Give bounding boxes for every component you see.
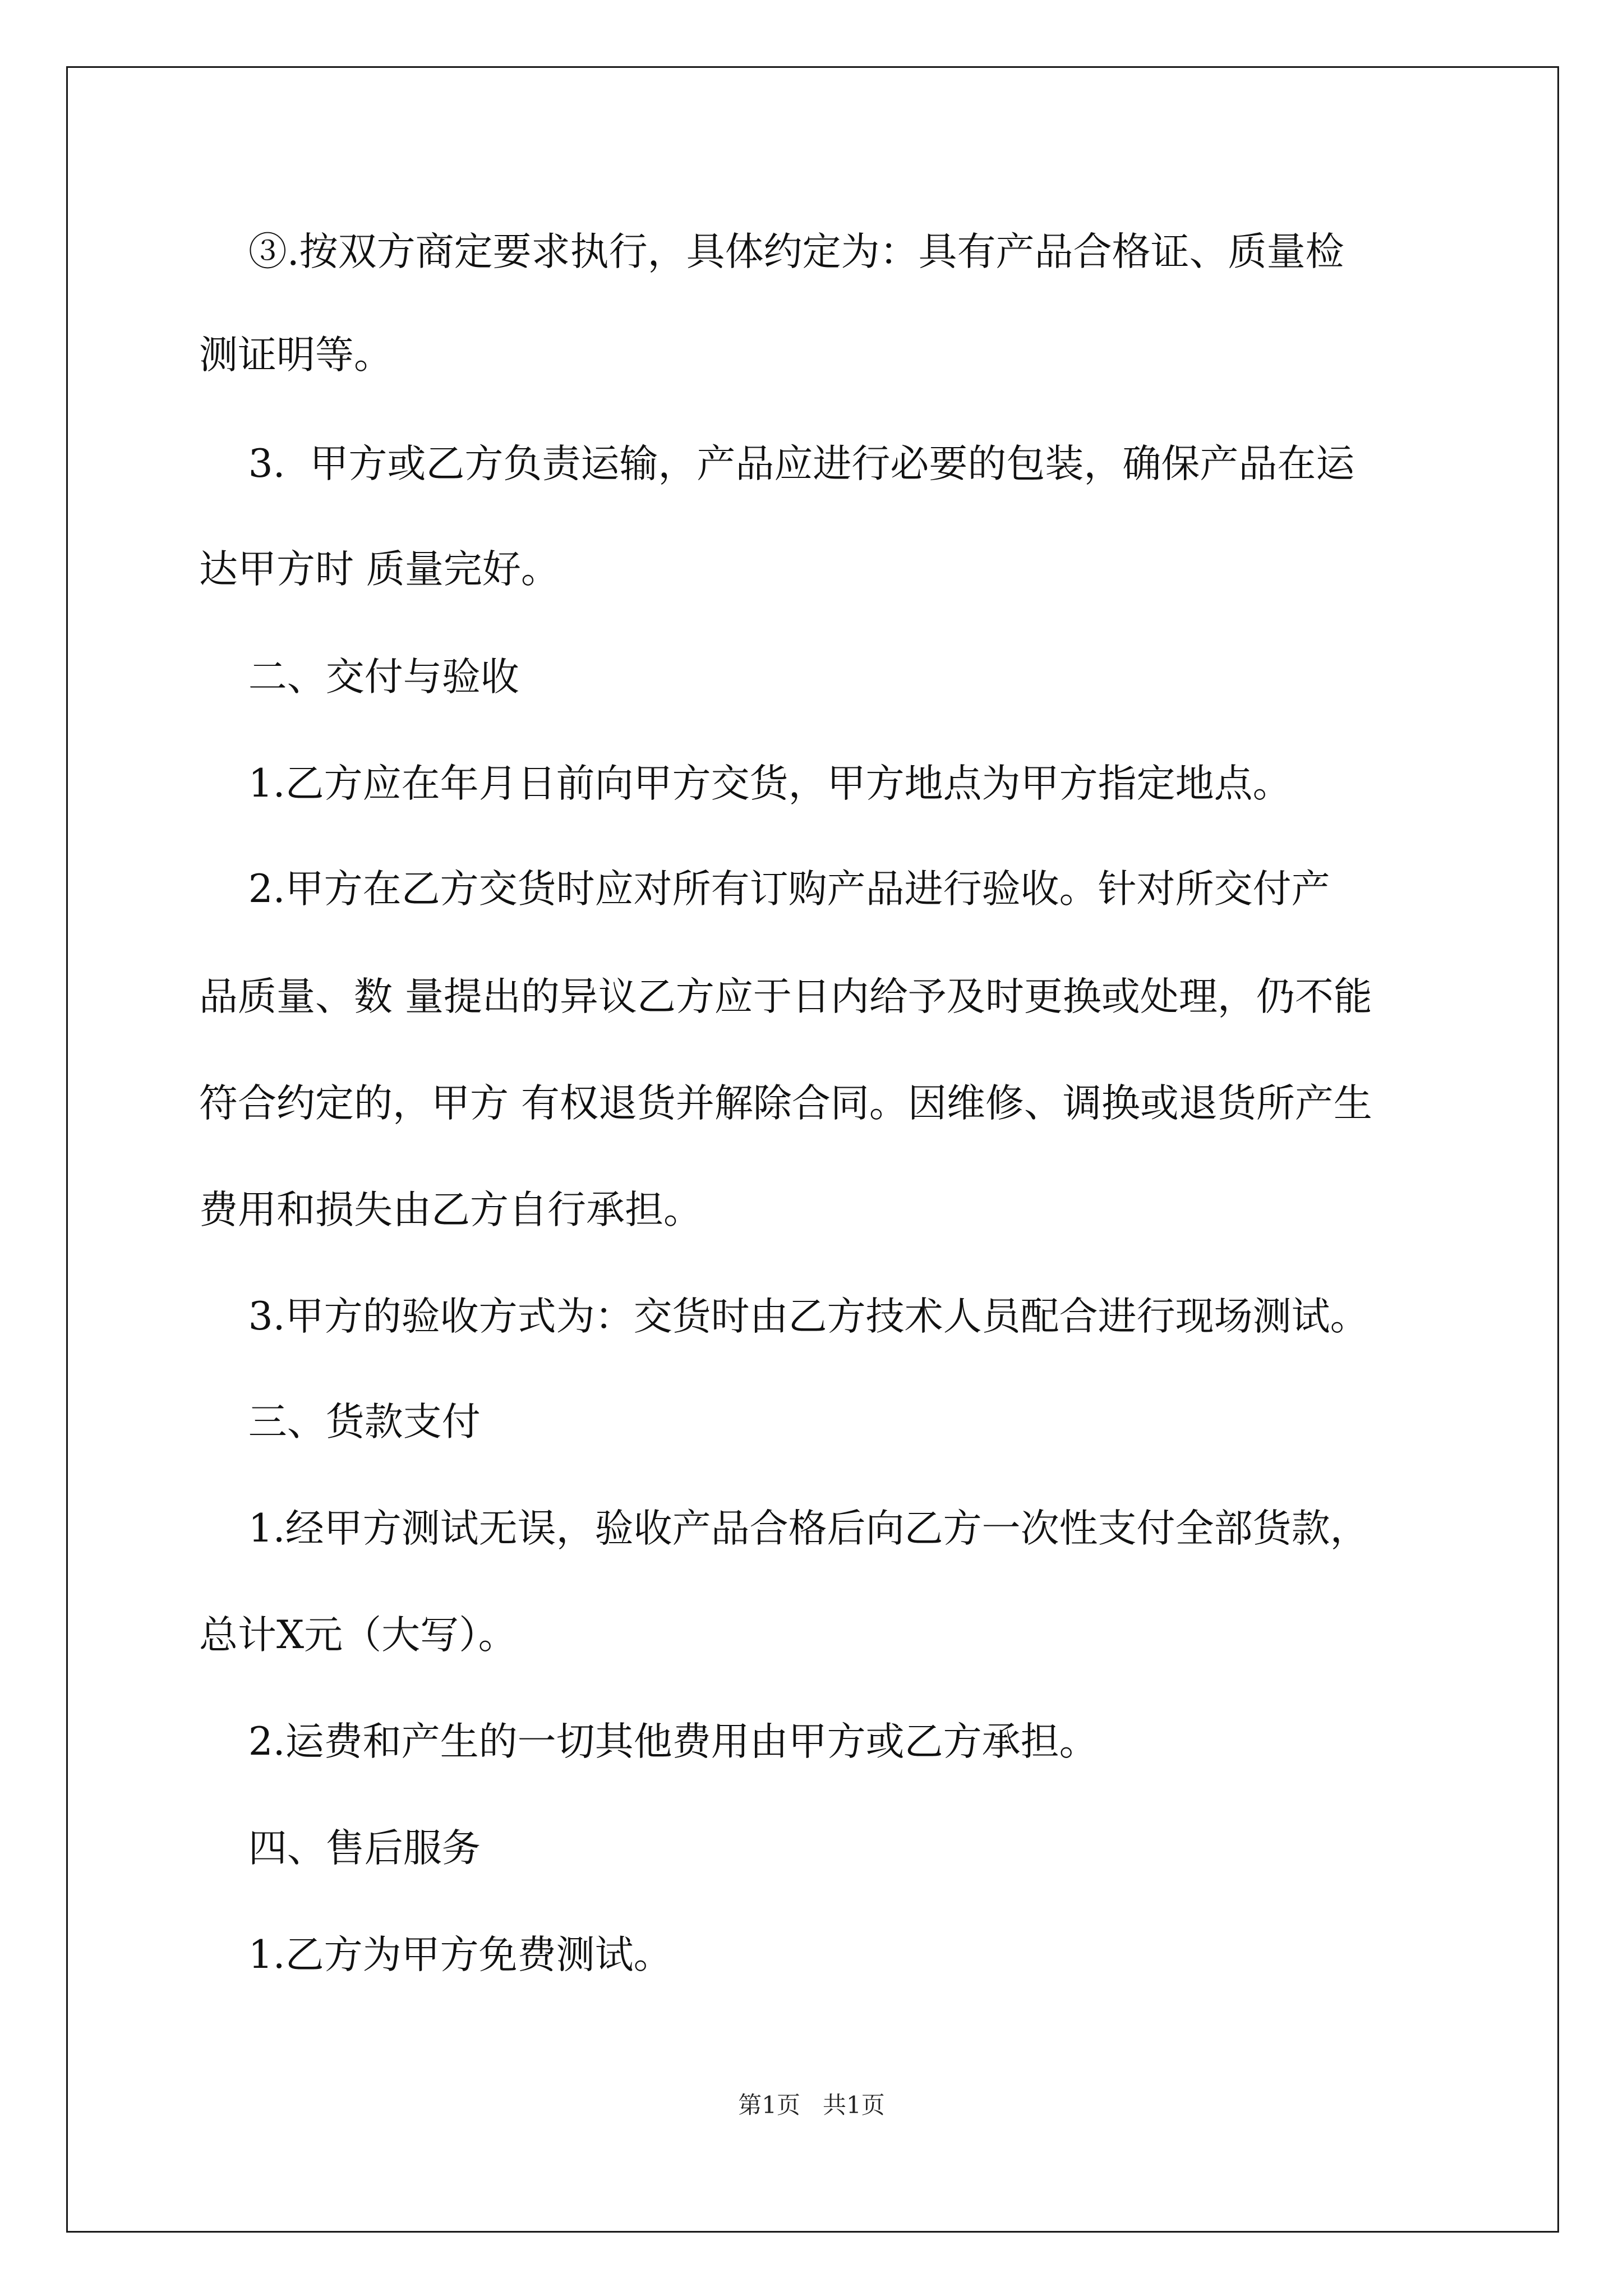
paragraph-line: 1.经甲方测试无误，验收产品合格后向乙方一次性支付全部货款， xyxy=(199,1506,1369,1551)
paragraph-line: 达甲方时 质量完好。 xyxy=(199,547,560,592)
paragraph-line: 测证明等。 xyxy=(199,333,393,378)
paragraph-line: 2.甲方在乙方交货时应对所有订购产品进行验收。针对所交付产 xyxy=(199,867,1330,912)
paragraph-line: 符合约定的，甲方 有权退货并解除合同。因维修、调换或退货所产生 xyxy=(199,1081,1372,1126)
paragraph-line: 2.运费和产生的一切其他费用由甲方或乙方承担。 xyxy=(199,1719,1098,1764)
page-number-footer: 第1页 共1页 xyxy=(738,2091,885,2119)
page-border xyxy=(66,66,1559,2233)
paragraph-line: 3. 甲方或乙方负责运输，产品应进行必要的包装，确保产品在运 xyxy=(199,441,1355,486)
paragraph-line: 总计X元（大写）。 xyxy=(199,1613,517,1658)
paragraph-line: ③.按双方商定要求执行，具体约定为：具有产品合格证、质量检 xyxy=(199,229,1344,274)
paragraph-line: 1.乙方应在年月日前向甲方交货，甲方地点为甲方指定地点。 xyxy=(199,761,1292,806)
paragraph-line: 品质量、数 量提出的异议乙方应于日内给予及时更换或处理，仍不能 xyxy=(199,974,1372,1019)
section-heading: 三、货款支付 xyxy=(199,1400,481,1444)
section-heading: 四、售后服务 xyxy=(199,1826,481,1871)
section-heading: 二、交付与验收 xyxy=(199,655,519,700)
paragraph-line: 费用和损失由乙方自行承担。 xyxy=(199,1188,702,1232)
paragraph-line: 1.乙方为甲方免费测试。 xyxy=(199,1932,672,1977)
paragraph-line: 3.甲方的验收方式为：交货时由乙方技术人员配合进行现场测试。 xyxy=(199,1294,1369,1339)
